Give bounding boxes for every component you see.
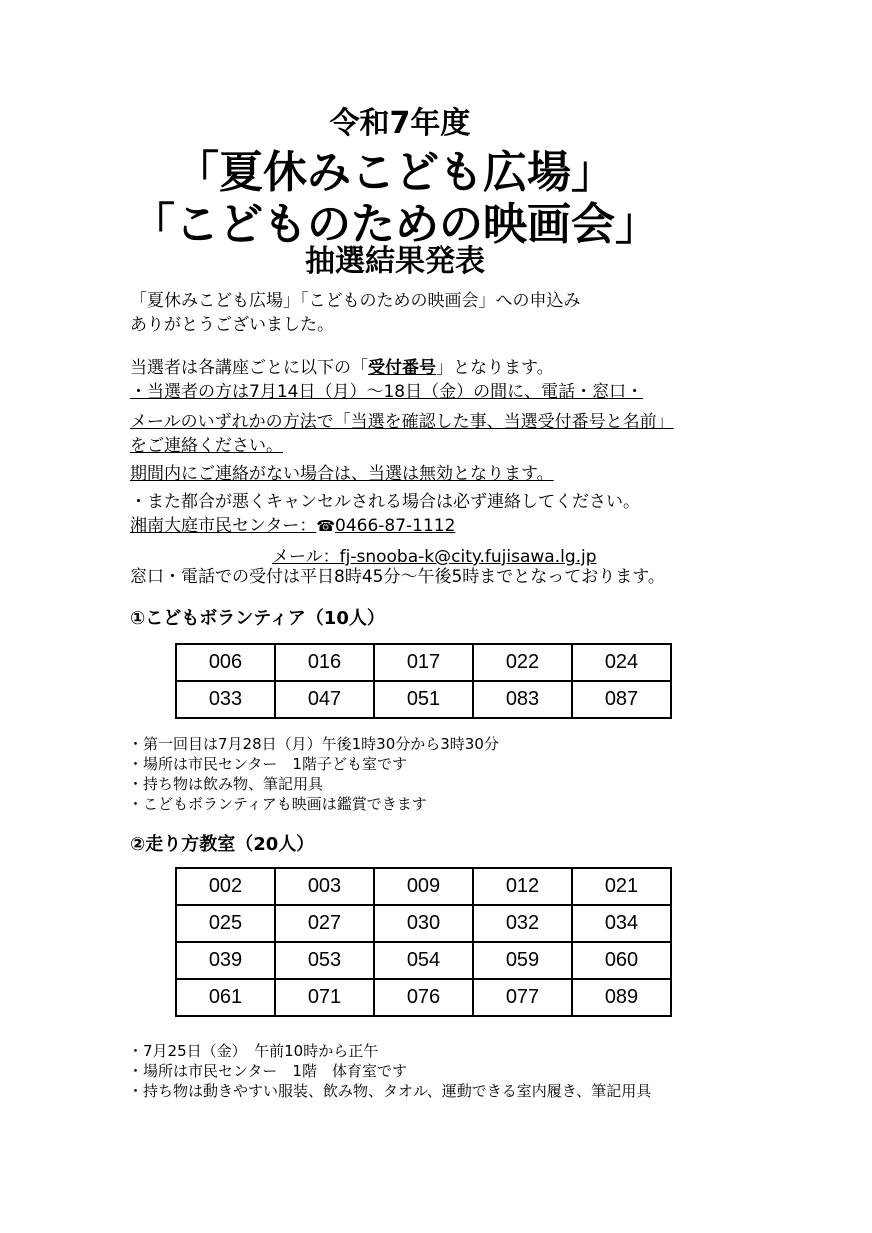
note-line: ・7月25日（金） 午前10時から正午	[128, 1042, 379, 1060]
notice-line-2: ・当選者の方は7月14日（月）～18日（金）の間に、電話・窓口・	[130, 382, 644, 402]
intro-line-2: ありがとうございました。	[130, 315, 334, 335]
ticket-number-cell: 039	[176, 942, 275, 979]
ticket-number-cell: 059	[473, 942, 572, 979]
table-row	[176, 868, 671, 905]
ticket-number-cell: 033	[176, 681, 275, 718]
ticket-number-cell: 034	[572, 905, 671, 942]
notice-line-1-pre: 当選者は各講座ごとに以下の「	[130, 358, 368, 378]
ticket-number-cell: 076	[374, 979, 473, 1016]
ticket-number-cell: 024	[572, 644, 671, 681]
hours-line: 窓口・電話での受付は平日8時45分～午後5時までとなっております。	[130, 567, 665, 587]
ticket-number-cell: 089	[572, 979, 671, 1016]
intro-line-1: 「夏休みこども広場」「こどものための映画会」への申込み	[130, 291, 581, 311]
section-2-table	[175, 867, 672, 1017]
ticket-number-cell: 012	[473, 868, 572, 905]
ticket-number-cell: 002	[176, 868, 275, 905]
contact-line	[130, 515, 455, 537]
title-event-1: 「夏休みこども広場」	[175, 147, 615, 198]
ticket-number-cell: 077	[473, 979, 572, 1016]
contact-mail: メール：fj-snooba-k@city.fujisawa.lg.jp	[272, 547, 597, 567]
ticket-number-cell: 027	[275, 905, 374, 942]
ticket-number-cell: 051	[374, 681, 473, 718]
ticket-number-cell: 061	[176, 979, 275, 1016]
notice-line-1-post: 」となります。	[436, 358, 554, 378]
table-row	[176, 905, 671, 942]
table-row	[176, 942, 671, 979]
section-2-title: ②走り方教室（20人）	[130, 834, 315, 855]
contact-phone: 0466-87-1112	[335, 516, 456, 536]
notice-line-6: ・また都合が悪くキャンセルされる場合は必ず連絡してください。	[130, 492, 640, 512]
notice-line-5: 期間内にご連絡がない場合は、当選は無効となります。	[130, 464, 554, 484]
title-year: 令和7年度	[329, 106, 471, 141]
note-line: ・第一回目は7月28日（月）午後1時30分から3時30分	[128, 735, 499, 753]
ticket-number-cell: 054	[374, 942, 473, 979]
ticket-number-cell: 071	[275, 979, 374, 1016]
ticket-number-cell: 022	[473, 644, 572, 681]
note-line: ・持ち物は動きやすい服装、飲み物、タオル、運動できる室内履き、筆記用具	[128, 1082, 652, 1100]
ticket-number-cell: 021	[572, 868, 671, 905]
ticket-number-cell: 003	[275, 868, 374, 905]
ticket-number-cell: 032	[473, 905, 572, 942]
phone-icon: ☎	[316, 517, 336, 535]
ticket-number-cell: 083	[473, 681, 572, 718]
ticket-number-cell: 016	[275, 644, 374, 681]
ticket-number-cell: 087	[572, 681, 671, 718]
ticket-number-cell: 009	[374, 868, 473, 905]
ticket-number-cell: 025	[176, 905, 275, 942]
ticket-number-cell: 053	[275, 942, 374, 979]
note-line: ・場所は市民センター 1階子ども室です	[128, 755, 407, 773]
table-row	[176, 979, 671, 1016]
ticket-number-cell: 030	[374, 905, 473, 942]
note-line: ・場所は市民センター 1階 体育室です	[128, 1062, 407, 1080]
ticket-number-cell: 060	[572, 942, 671, 979]
section-1-table	[175, 643, 672, 719]
table-row	[176, 644, 671, 681]
section-1-title: ①こどもボランティア（10人）	[130, 608, 385, 629]
title-results: 抽選結果発表	[305, 244, 485, 279]
ticket-number-cell: 047	[275, 681, 374, 718]
ticket-number-cell: 017	[374, 644, 473, 681]
notice-line-1-bold: 受付番号	[368, 358, 436, 378]
notice-line-3: メールのいずれかの方法で「当選を確認した事、当選受付番号と名前」	[130, 412, 674, 432]
notice-line-1	[130, 357, 554, 379]
contact-center: 湘南大庭市民センター：	[130, 516, 317, 536]
note-line: ・持ち物は飲み物、筆記用具	[128, 775, 324, 793]
notice-line-4: をご連絡ください。	[130, 436, 283, 456]
title-event-2: 「こどものための映画会」	[131, 199, 659, 250]
ticket-number-cell: 006	[176, 644, 275, 681]
table-row	[176, 681, 671, 718]
note-line: ・こどもボランティアも映画は鑑賞できます	[128, 795, 427, 813]
